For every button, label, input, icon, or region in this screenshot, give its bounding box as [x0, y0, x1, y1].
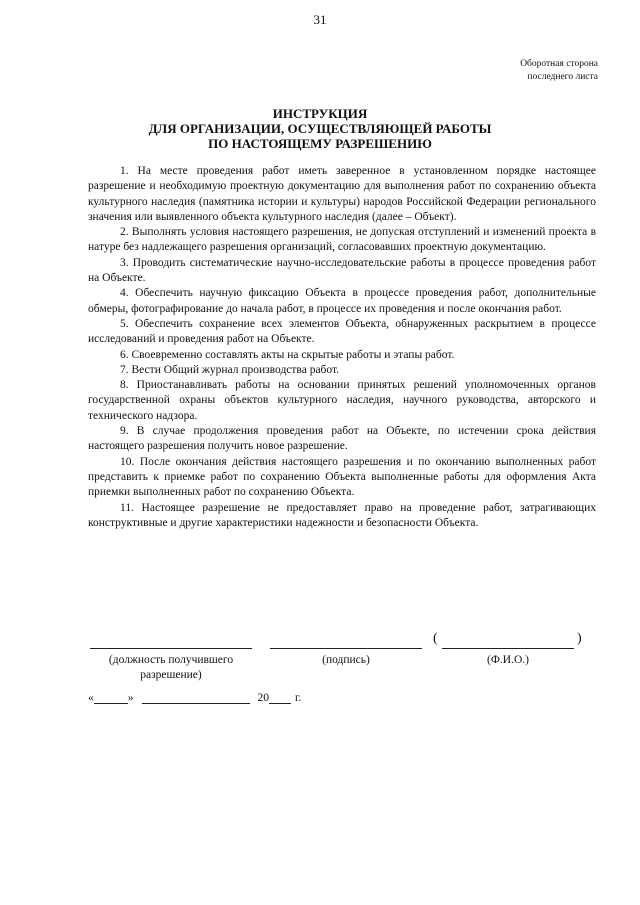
instruction-item: 5. Обеспечить сохранение всех элементов Объекта, обнаруженных раскрытием в процессе исследований и проведения работ на Объекте. — [88, 317, 596, 346]
year-prefix: 20 — [257, 692, 269, 704]
title-line: ПО НАСТОЯЩЕМУ РАЗРЕШЕНИЮ — [208, 136, 432, 151]
signature-line[interactable] — [270, 648, 422, 649]
instruction-item: 1. На месте проведения работ иметь заверенное в установленном порядке настоящее разрешение и необходимую проектную документацию для выполнения работ по сохранению объекта культурного наследия (памятника истории и культуры) народов Российской Федерации регионального значения или выявленного объекта культурного наследия (далее – Объект). — [88, 165, 596, 223]
corner-note-line: последнего листа — [527, 72, 598, 82]
year-suffix: г. — [295, 692, 302, 704]
position-signature-line[interactable] — [90, 648, 252, 649]
year-blank[interactable] — [269, 692, 291, 704]
instruction-body — [88, 164, 596, 531]
name-paren-close: ) — [577, 631, 582, 646]
instruction-item: 3. Проводить систематические научно-исследовательские работы в процессе проведения работ на Объекте. — [88, 256, 596, 285]
date-close-quote: » — [127, 692, 134, 704]
name-line[interactable] — [442, 648, 574, 649]
position-label-line: (должность получившего — [108, 654, 234, 666]
corner-note-line: Оборотная сторона — [520, 59, 598, 69]
instruction-item: 2. Выполнять условия настоящего разрешения, не допуская отступлений и изменений проекта в натуре без надлежащего разрешения организаций, согласовавших проектную документацию. — [88, 226, 596, 254]
instruction-item: 4. Обеспечить научную фиксацию Объекта в процессе проведения работ, дополнительные обмеры, фотографирование до начала работ, в процессе их проведения и после окончания работ. — [88, 287, 596, 315]
date-row — [88, 692, 301, 704]
corner-note — [520, 58, 598, 84]
instruction-item: 6. Своевременно составлять акты на скрытые работы и этапы работ. — [120, 348, 455, 361]
document-title — [0, 106, 640, 151]
title-line: ИНСТРУКЦИЯ — [272, 106, 368, 121]
position-label-line: разрешение) — [140, 669, 202, 681]
name-paren-open: ( — [433, 631, 438, 646]
month-blank[interactable] — [142, 692, 250, 704]
instruction-item: 11. Настоящее разрешение не предоставляет право на проведение работ, затрагивающих конструктивные и другие характеристики надежности и безопасности Объекта. — [88, 501, 596, 529]
instruction-item: 7. Вести Общий журнал производства работ. — [120, 363, 340, 376]
instruction-item: 9. В случае продолжения проведения работ на Объекте, по истечении срока действия настоящего разрешения получить новое разрешение. — [88, 425, 596, 453]
day-blank[interactable] — [94, 692, 128, 704]
instruction-item: 8. Приостанавливать работы на основании принятых решений уполномоченных органов государственной охраны объектов культурного наследия, научного руководства, авторского и технического надзора. — [88, 379, 596, 422]
position-label — [80, 653, 262, 683]
instruction-item: 10. После окончания действия настоящего разрешения и по окончанию выполненных работ представить к приемке работ по сохранению Объекта выполненные работы для оформления Акта приемки выполненных работ по сохранению Объекта. — [88, 455, 596, 499]
page-number: 31 — [313, 12, 327, 27]
signature-label: (подпись) — [322, 654, 370, 666]
name-label: (Ф.И.О.) — [487, 654, 529, 666]
title-line: ДЛЯ ОРГАНИЗАЦИИ, ОСУЩЕСТВЛЯЮЩЕЙ РАБОТЫ — [148, 121, 492, 136]
date-open-quote: « — [88, 692, 94, 704]
